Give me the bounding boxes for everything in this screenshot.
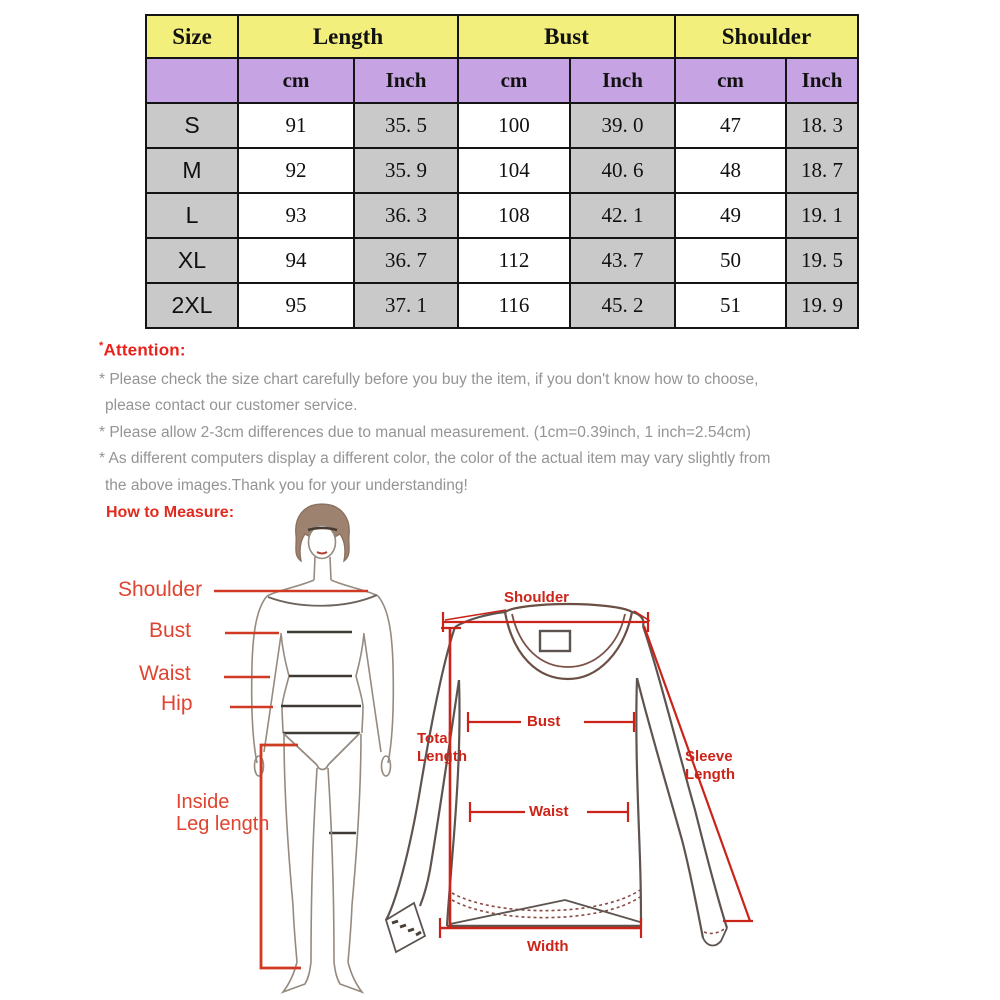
value-cell: 45. 2 — [570, 283, 675, 328]
units-empty-cell — [146, 58, 238, 103]
measurement-diagram — [0, 500, 1000, 1000]
attention-line: * As different computers display a different color, the color of the actual item may vary slightly from — [99, 450, 771, 468]
unit-length-inch: Inch — [354, 58, 458, 103]
inside-leg-label — [176, 791, 269, 835]
table-units-row — [146, 58, 858, 103]
attention-marker: * — [99, 340, 104, 352]
inside-leg-line2: Leg length — [176, 813, 270, 835]
value-cell: 49 — [675, 193, 786, 238]
unit-bust-cm: cm — [458, 58, 570, 103]
sleeve-length-line2: Length — [685, 766, 735, 783]
table-row — [146, 238, 858, 283]
hem-stitch — [452, 890, 640, 911]
left-foot — [283, 962, 311, 992]
attention-line: * Please allow 2-3cm differences due to manual measurement. (1cm=0.39inch, 1 inch=2.54cm) — [99, 423, 751, 441]
value-cell: 36. 7 — [354, 238, 458, 283]
body-measure-lines — [281, 632, 361, 833]
value-cell: 40. 6 — [570, 148, 675, 193]
value-cell: 108 — [458, 193, 570, 238]
attention-line: please contact our customer service. — [105, 397, 358, 415]
total-length-line1: Total — [417, 730, 452, 747]
shirt-bust-label: Bust — [527, 713, 561, 730]
sleeve-length-label — [685, 748, 735, 784]
value-cell: 95 — [238, 283, 354, 328]
total-length-line2: Length — [417, 748, 467, 765]
value-cell: 47 — [675, 103, 786, 148]
table-row — [146, 193, 858, 238]
attention-line: * Please check the size chart carefully before you buy the item, if you don't know how to choose, — [99, 370, 759, 388]
sleeve-length-line1: Sleeve — [685, 748, 733, 765]
width-label: Width — [527, 938, 569, 955]
value-cell: 92 — [238, 148, 354, 193]
size-cell: S — [146, 103, 238, 148]
value-cell: 39. 0 — [570, 103, 675, 148]
attention-title: Attention: — [103, 340, 186, 360]
size-cell: M — [146, 148, 238, 193]
shirt-figure — [386, 604, 727, 952]
value-cell: 50 — [675, 238, 786, 283]
value-cell: 94 — [238, 238, 354, 283]
value-cell: 93 — [238, 193, 354, 238]
unit-shoulder-cm: cm — [675, 58, 786, 103]
value-cell: 91 — [238, 103, 354, 148]
hip-label: Hip — [161, 692, 193, 715]
how-to-measure-heading: How to Measure: — [106, 504, 235, 521]
bust-label: Bust — [149, 619, 192, 642]
inside-leg-line1: Inside — [176, 791, 230, 813]
value-cell: 18. 3 — [786, 103, 858, 148]
left-cuff — [386, 903, 425, 952]
attention-lines — [99, 367, 899, 500]
table-row — [146, 283, 858, 328]
body-figure — [252, 504, 394, 992]
shirt-shoulder-label: Shoulder — [504, 589, 570, 606]
value-cell: 116 — [458, 283, 570, 328]
size-table — [145, 14, 859, 329]
col-header-length: Length — [238, 15, 458, 58]
shoulder-label: Shoulder — [118, 578, 203, 601]
value-cell: 51 — [675, 283, 786, 328]
col-header-size: Size — [146, 15, 238, 58]
neckline — [268, 595, 377, 606]
value-cell: 100 — [458, 103, 570, 148]
unit-bust-inch: Inch — [570, 58, 675, 103]
unit-length-cm: cm — [238, 58, 354, 103]
collar-tag — [540, 631, 570, 651]
right-foot — [334, 962, 362, 992]
unit-shoulder-inch: Inch — [786, 58, 858, 103]
size-cell: 2XL — [146, 283, 238, 328]
value-cell: 104 — [458, 148, 570, 193]
value-cell: 43. 7 — [570, 238, 675, 283]
value-cell: 112 — [458, 238, 570, 283]
value-cell: 48 — [675, 148, 786, 193]
right-cuff — [703, 928, 727, 946]
table-header-row — [146, 15, 858, 58]
size-cell: XL — [146, 238, 238, 283]
attention-line: the above images.Thank you for your understanding! — [105, 476, 468, 494]
attention-heading — [99, 340, 899, 361]
right-hand — [382, 756, 391, 776]
shirt-waist-label: Waist — [529, 803, 569, 820]
value-cell: 35. 5 — [354, 103, 458, 148]
waist-label: Waist — [139, 662, 191, 685]
value-cell: 19. 9 — [786, 283, 858, 328]
value-cell: 42. 1 — [570, 193, 675, 238]
value-cell: 19. 5 — [786, 238, 858, 283]
col-header-shoulder: Shoulder — [675, 15, 858, 58]
col-header-bust: Bust — [458, 15, 675, 58]
table-row — [146, 103, 858, 148]
value-cell: 19. 1 — [786, 193, 858, 238]
size-cell: L — [146, 193, 238, 238]
value-cell: 35. 9 — [354, 148, 458, 193]
attention-section — [99, 340, 899, 499]
total-length-label — [417, 730, 467, 766]
value-cell: 36. 3 — [354, 193, 458, 238]
table-row — [146, 148, 858, 193]
value-cell: 37. 1 — [354, 283, 458, 328]
value-cell: 18. 7 — [786, 148, 858, 193]
bikini — [283, 733, 360, 770]
body-annotations — [214, 591, 368, 968]
